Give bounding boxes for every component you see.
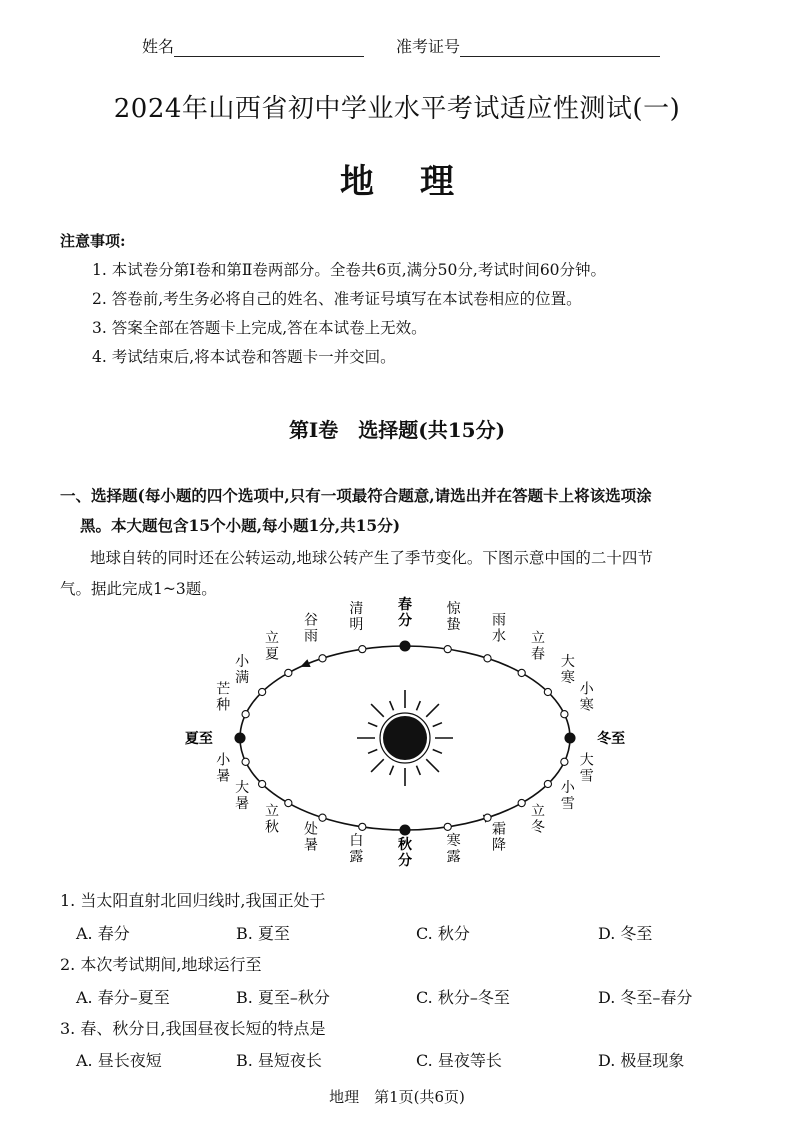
term-label [492, 612, 506, 644]
option-b: B. 夏至–秋分 [236, 988, 330, 1007]
term-label-char: 分 [398, 613, 412, 629]
term-point [359, 823, 366, 830]
term-point [285, 799, 292, 806]
term-point [319, 814, 326, 821]
term-label-char: 谷 [303, 612, 318, 629]
term-label-char: 秋 [398, 837, 412, 853]
term-label-char: 明 [349, 616, 364, 633]
term-label [447, 600, 462, 633]
option-d: D. 冬至 [598, 924, 653, 943]
sun-ray [371, 759, 384, 772]
term-label [349, 833, 363, 865]
term-point [565, 733, 575, 743]
term-label [265, 804, 279, 836]
option-a: A. 春分 [76, 924, 130, 943]
term-label [304, 612, 318, 644]
sun-ray [433, 723, 442, 727]
term-label-char: 秋 [264, 819, 279, 836]
note-item: 1. 本试卷分第Ⅰ卷和第Ⅱ卷两部分。全卷共6页,满分50分,考试时间60分钟。 [92, 261, 607, 279]
term-label-char: 春 [531, 646, 546, 663]
term-label [531, 804, 545, 836]
term-label-char: 白 [349, 833, 364, 850]
term-label-char: 芒 [216, 681, 231, 698]
term-label [398, 596, 412, 629]
sun-ray [416, 766, 420, 775]
term-label-char: 冬 [531, 819, 546, 836]
term-label-char: 暑 [216, 768, 231, 785]
term-label [349, 601, 363, 633]
term-point [518, 799, 525, 806]
term-label-char: 满 [235, 670, 250, 686]
term-label-char: 立 [531, 803, 546, 820]
term-label-char: 小 [216, 752, 231, 769]
term-label [561, 780, 576, 812]
term-label [304, 821, 318, 854]
term-label-char: 处 [303, 821, 318, 838]
term-label-char: 暑 [303, 837, 318, 854]
note-item: 2. 答卷前,考生务必将自己的姓名、准考证号填写在本试卷相应的位置。 [92, 290, 582, 308]
term-label-char: 立 [264, 630, 279, 647]
term-label-char: 雪 [560, 796, 575, 812]
sun-ray [426, 759, 439, 772]
term-label-char: 蛰 [446, 616, 461, 633]
term-point [285, 669, 292, 676]
sun-ray [433, 749, 442, 753]
solar-terms-diagram [184, 597, 626, 872]
term-label-char: 暑 [235, 796, 250, 812]
term-label [185, 730, 213, 747]
exam-id-blank [460, 38, 660, 57]
term-label-char: 大 [235, 780, 250, 796]
term-label-char: 夏 [264, 646, 279, 663]
intro-line-1: 地球自转的同时还在公转运动,地球公转产生了季节变化。下图示意中国的二十四节 [90, 549, 653, 567]
sun-ray [390, 701, 394, 710]
term-point [235, 733, 245, 743]
question-stem: 3. 春、秋分日,我国昼夜长短的特点是 [60, 1019, 326, 1038]
term-label-char: 立 [264, 803, 279, 820]
term-point [444, 823, 451, 830]
term-label [597, 730, 625, 747]
term-label-char: 立 [531, 630, 546, 647]
section-title: 第Ⅰ卷 选择题(共15分) [288, 418, 506, 442]
exam-title: 2024年山西省初中学业水平考试适应性测试(一) [113, 94, 681, 124]
option-c: C. 秋分–冬至 [416, 988, 510, 1007]
term-label-char: 霜 [492, 821, 507, 838]
subject-title: 地理 [340, 162, 500, 202]
term-label-char: 大 [579, 752, 594, 769]
term-point [359, 646, 366, 653]
sun-ray [426, 704, 439, 717]
term-label-char: 露 [349, 849, 364, 866]
term-label [492, 822, 506, 854]
term-label-char: 大 [560, 654, 575, 670]
term-label [398, 836, 412, 869]
term-point [400, 641, 410, 651]
term-point [544, 780, 551, 787]
term-label-char: 小 [235, 654, 250, 670]
term-label [561, 653, 575, 686]
option-b: B. 昼短夜长 [236, 1051, 322, 1070]
notes-heading: 注意事项: [60, 232, 126, 250]
term-label [447, 833, 461, 865]
term-label [265, 630, 279, 662]
option-d: D. 极昼现象 [598, 1051, 685, 1070]
option-c: C. 秋分 [416, 924, 470, 943]
name-label: 姓名 [142, 37, 175, 56]
term-point [259, 688, 266, 695]
sun-ray [390, 766, 394, 775]
term-label-char: 寒 [446, 833, 461, 850]
term-label [580, 681, 595, 713]
term-label-char: 小 [560, 780, 575, 796]
term-point [444, 646, 451, 653]
sun-icon [357, 690, 453, 786]
option-c: C. 昼夜等长 [416, 1051, 502, 1070]
term-label-char: 水 [492, 628, 507, 645]
term-point [544, 688, 551, 695]
term-label-char: 雨 [492, 612, 507, 629]
term-label-char: 寒 [579, 697, 594, 714]
term-label [580, 752, 594, 785]
option-a: A. 春分–夏至 [76, 988, 170, 1007]
term-label-char: 小 [579, 681, 594, 698]
term-label-char: 种 [216, 697, 231, 714]
term-label-char: 寒 [560, 670, 575, 686]
term-label-text: 夏至 [184, 731, 213, 747]
term-label-char: 雪 [579, 768, 594, 785]
term-point [259, 780, 266, 787]
intro-line-2: 气。据此完成1~3题。 [60, 580, 217, 598]
term-label-char: 惊 [446, 600, 461, 617]
note-item: 3. 答案全部在答题卡上完成,答在本试卷上无效。 [92, 319, 427, 337]
page-footer: 地理 第1页(共6页) [329, 1088, 465, 1106]
term-label-char: 清 [349, 600, 364, 617]
question-stem: 1. 当太阳直射北回归线时,我国正处于 [60, 891, 326, 910]
term-point [484, 814, 491, 821]
term-point [242, 711, 249, 718]
question-stem: 2. 本次考试期间,地球运行至 [60, 955, 262, 974]
term-label-char: 降 [492, 837, 507, 854]
name-field [142, 34, 364, 57]
sun-ray [416, 701, 420, 710]
option-d: D. 冬至–春分 [598, 988, 693, 1007]
sun-ray [368, 723, 377, 727]
option-a: A. 昼长夜短 [76, 1051, 162, 1070]
option-b: B. 夏至 [236, 924, 290, 943]
name-blank [174, 38, 364, 57]
exam-id-label: 准考证号 [396, 37, 461, 56]
exam-id-field [396, 34, 660, 57]
term-label [216, 680, 230, 713]
term-label-text: 冬至 [597, 731, 626, 747]
term-point [400, 825, 410, 835]
term-label-char: 露 [446, 849, 461, 866]
note-item: 4. 考试结束后,将本试卷和答题卡一并交回。 [92, 348, 396, 366]
term-point [561, 758, 568, 765]
term-label [216, 753, 231, 785]
term-label-char: 分 [398, 853, 412, 869]
instruction-line-1: 一、选择题(每小题的四个选项中,只有一项最符合题意,请选出并在答题卡上将该选项涂 [60, 486, 652, 505]
term-point [242, 758, 249, 765]
sun-ray [368, 749, 377, 753]
term-point [484, 655, 491, 662]
term-label [235, 654, 250, 686]
sun-disc [383, 716, 427, 760]
term-label [235, 779, 249, 812]
term-point [319, 655, 326, 662]
term-label [531, 630, 545, 662]
sun-ray [371, 704, 384, 717]
term-point [518, 669, 525, 676]
term-label-char: 春 [398, 597, 412, 613]
term-point [561, 711, 568, 718]
instruction-line-2: 黑。本大题包含15个小题,每小题1分,共15分) [80, 516, 401, 535]
term-label-char: 雨 [303, 628, 318, 645]
